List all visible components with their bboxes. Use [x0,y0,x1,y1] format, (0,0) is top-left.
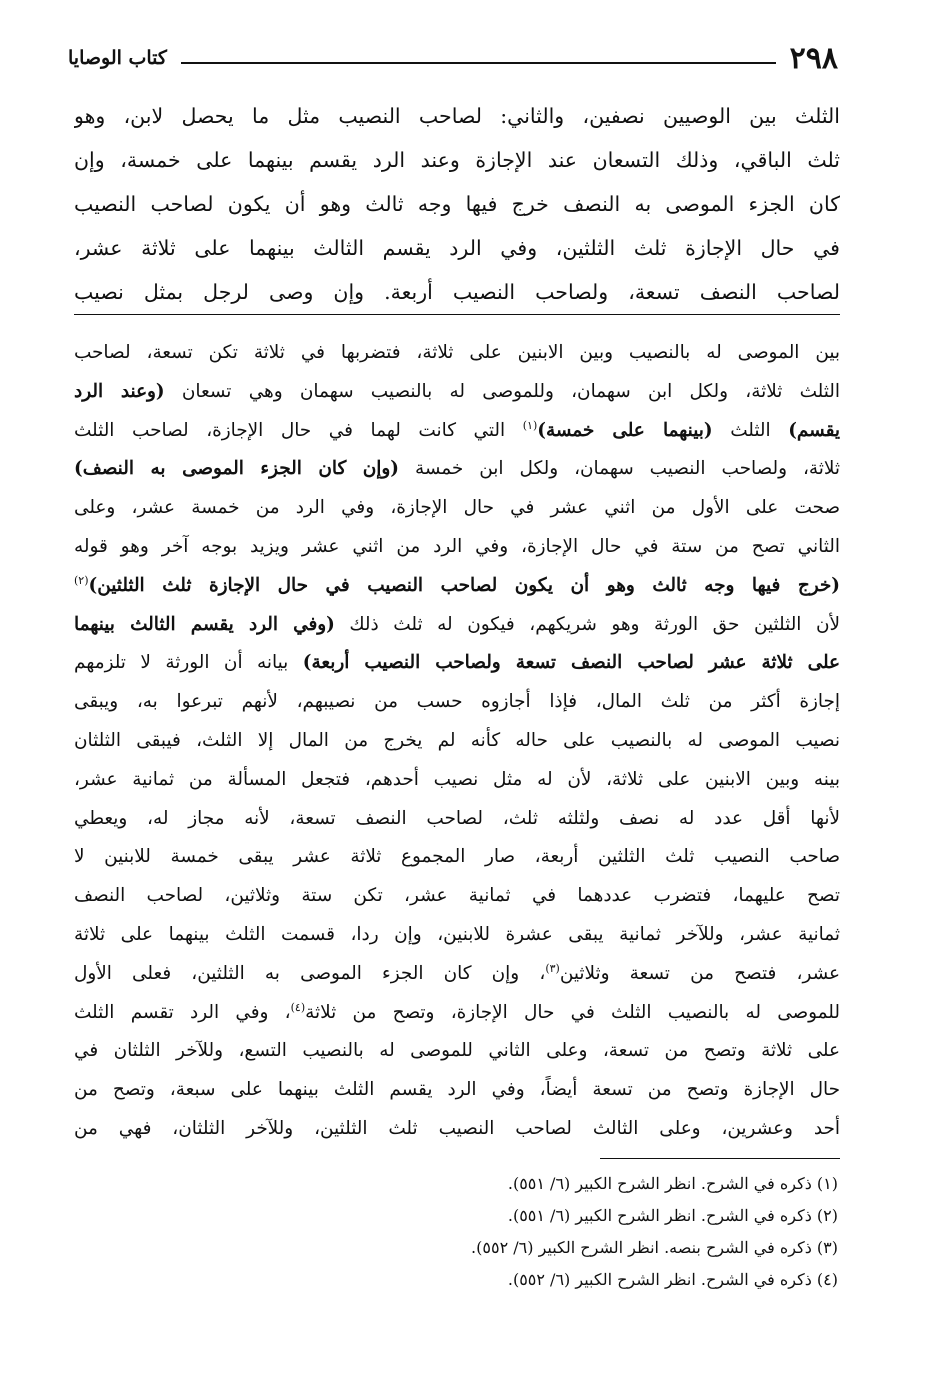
commentary-text: تصح عليهما، فتضرب عددهما في ثمانية عشر، تكن ستة وثلاثين، لصاحب النصف [74,885,840,907]
commentary-line [74,761,840,800]
commentary-text: على ثلاثة وتصح من تسعة، وعلى الثاني للموصى له بالنصيب التسع، وللآخر الثلثان في [74,1040,840,1062]
footnote-rule [600,1158,840,1159]
commentary-text: لأن الثلثين حق الورثة وهو شريكهم، فيكون له ثلث ذلك [334,613,840,635]
commentary-text: نصيب الموصى له بالنصيب على حاله كأنه لم يخرج من المال إلا الثلث، فيبقى الثلثان [74,729,840,751]
commentary-text: صحت على الأول من اثني عشر في حال الإجازة، وفي الرد من خمسة عشر، وعلى [74,497,840,519]
main-text-line: الثلث بين الوصيين نصفين، والثاني: لصاحب النصيب مثل ما يحصل لابن، وهو [74,104,840,128]
page-number: ٢٩٨ [789,40,838,76]
commentary-line [74,644,840,683]
commentary-text: ، وفي الرد تقسم الثلث [74,1001,291,1023]
header-rule [181,62,776,64]
commentary-line [74,567,840,606]
main-text-line: لصاحب النصف تسعة، ولصاحب النصيب أربعة. وإن وصى لرجل بمثل نصيب [74,280,840,304]
commentary-line [74,800,840,839]
commentary-line [74,334,840,373]
quoted-matn: (وإن كان الجزء الموصى به النصف) [74,458,399,480]
commentary-line [74,722,840,761]
commentary-text: الثلث ثلاثة، ولكل ابن سهمان، وللموصى له بالنصيب سهمان وهي تسعان [164,380,840,402]
main-text-line: ثلث الباقي، وذلك التسعان عند الإجازة وعند الرد يقسم بينهما على خمسة، وإن [74,148,840,172]
quoted-matn: على ثلاثة عشر لصاحب النصف تسعة ولصاحب النصيب أربعة) [302,652,840,674]
commentary-text: الثلث [712,419,789,441]
commentary-text: ثمانية عشر، وللآخر ثمانية يبقى عشرة للابنين، وإن ردا، قسمت الثلث بينهما على ثلاثة [74,923,840,945]
commentary-text: إجازة أكثر من ثلث المال، فإذا أجازوه حسب من نصيبهم، لأنهم تبرعوا به، ويبقى [74,691,840,713]
quoted-matn: (وعند الرد [74,380,165,402]
footnote-ref: (٤) [290,1000,306,1014]
commentary-line [74,450,840,489]
footnotes [238,1168,838,1296]
commentary-line [74,373,840,412]
commentary [74,334,840,1149]
quoted-matn: (بينهما على خمسة) [537,419,713,441]
commentary-text: بين الموصى له بالنصيب وبين الابنين على ثلاثة، فتضربها في ثلاثة تكن تسعة، لصاحب [74,342,840,363]
footnote-ref: (٢) [74,573,89,587]
commentary-text: التي كانت لهما في حال الإجازة، لصاحب الثلث [74,419,523,441]
commentary-line [74,683,840,722]
commentary-text: ثلاثة، ولصاحب النصيب سهمان، ولكل ابن خمسة [399,458,840,480]
page-header [68,38,838,78]
commentary-line [74,489,840,528]
quoted-matn: (خرج فيها وجه ثالث وهو أن يكون لصاحب النصيب في حال الإجازة ثلث الثلثين) [88,574,840,596]
commentary-text: بيانه أن الورثة لا تلزمهم [74,652,303,674]
quoted-matn: يقسم) [788,419,840,441]
commentary-text: للموصى له بالنصيب الثلث في حال الإجازة، وتصح من ثلاثة [305,1001,840,1023]
main-text [74,94,840,314]
commentary-line [74,1032,840,1071]
commentary-line [74,955,840,994]
footnote: (٤) ذكره في الشرح. انظر الشرح الكبير (٦/ ٥٥٢). [507,1270,838,1289]
commentary-text: ، وإن كان الجزء الموصى به الثلثين، فعلى الأول [74,962,546,984]
footnote: (٣) ذكره في الشرح بنصه. انظر الشرح الكبير (٦/ ٥٥٢). [471,1238,838,1257]
commentary-text: حال الإجازة وتصح من تسعة أيضاً، وفي الرد يقسم الثلث بينهما على سبعة، وتصح من [74,1079,840,1101]
commentary-line [74,994,840,1033]
commentary-line [74,877,840,916]
commentary-line [74,528,840,567]
commentary-text: بينه وبين الابنين على ثلاثة، لأن له مثل نصيب أحدهم، فتجعل المسألة من ثمانية عشر، [74,768,840,790]
footnote-ref: (٣) [545,961,560,975]
commentary-line [74,838,840,877]
footnote: (١) ذكره في الشرح. انظر الشرح الكبير (٦/ ٥٥١). [507,1174,838,1193]
commentary-text: لأنها أقل عدد له نصف ولثلثه ثلث، لصاحب النصف تسعة، لأنه مجاز له، ويعطي [74,807,840,829]
footnote-ref: (١) [522,418,538,432]
commentary-line [74,1071,840,1110]
commentary-line [74,606,840,645]
quoted-matn: (وفي الرد يقسم الثالث بينهما [74,613,335,635]
commentary-line [74,1110,840,1149]
commentary-text: أحد وعشرين، وعلى الثالث لصاحب النصيب ثلث الثلثين، وللآخر الثلثان، فهي من [74,1117,840,1139]
footnote: (٢) ذكره في الشرح. انظر الشرح الكبير (٦/ ٥٥١). [507,1206,838,1225]
commentary-line [74,412,840,451]
text-separator [74,314,840,315]
commentary-line [74,916,840,955]
commentary-text: الثاني تصح من ستة في حال الإجازة، وفي الرد من اثني عشر ويزيد بوجه آخر وهو قوله [74,535,840,557]
main-text-line: في حال الإجازة ثلث الثلثين، وفي الرد يقسم الثالث بينهما على ثلاثة عشر، [74,236,840,260]
main-text-line: كان الجزء الموصى به النصف خرج فيها وجه ثالث وهو أن يكون لصاحب النصيب [74,192,840,216]
commentary-text: صاحب النصيب ثلث الثلثين أربعة، صار المجموع ثلاثة عشر يبقى خمسة للابنين لا [74,846,840,868]
book-title: كتاب الوصايا [68,47,167,69]
commentary-text: عشر، فتصح من تسعة وثلاثين [559,962,840,984]
